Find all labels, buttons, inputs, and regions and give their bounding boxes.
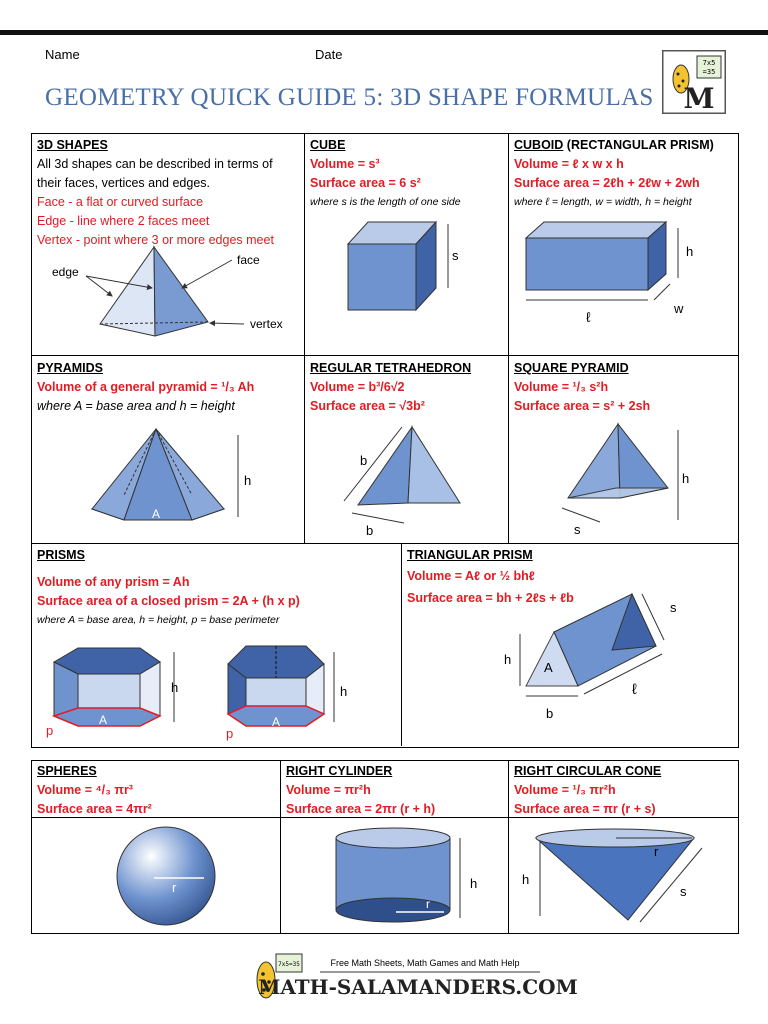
cylinder-area: Surface area = 2πr (r + h) (286, 802, 436, 816)
cube-note: where s is the length of one side (310, 196, 461, 208)
tetra-label-b1: b (360, 453, 368, 468)
cell-spheres (37, 762, 277, 819)
tetrahedron-diagram (340, 425, 470, 537)
cuboid-label-w: w (674, 301, 684, 316)
sqpyr-label-h: h (682, 471, 690, 486)
cylinder-label-h: h (470, 876, 478, 891)
heading-triangular-prism: TRIANGULAR PRISM (407, 548, 533, 562)
heading-cube: CUBE (310, 138, 346, 152)
page-title: GEOMETRY QUICK GUIDE 5: 3D SHAPE FORMULAS (45, 84, 654, 111)
footer-card: 7x5=35 (278, 961, 300, 968)
prism2-label-h: h (340, 684, 348, 699)
triprism-label-l: ℓ (632, 681, 637, 698)
cuboid-volume: Volume = ℓ x w x h (514, 157, 624, 171)
date-label: Date (315, 47, 343, 62)
cuboid-label-l: ℓ (586, 309, 591, 325)
prism2-label-a: A (272, 715, 281, 729)
cylinder-label-r: r (426, 897, 430, 911)
face-definition: Face - a flat or curved surface (37, 195, 204, 209)
heading-cone: RIGHT CIRCULAR CONE (514, 764, 662, 778)
cone-label-h: h (522, 872, 530, 887)
sphere-area: Surface area = 4πr² (37, 802, 152, 816)
hexagonal-prism-diagram-2 (222, 640, 372, 740)
heading-cuboid: CUBOID (514, 138, 564, 152)
sphere-diagram (108, 826, 218, 926)
cell-cone (514, 762, 734, 819)
cell-3d-shapes (37, 136, 299, 250)
sqpyr-area: Surface area = s² + 2sh (514, 399, 651, 413)
pyramid-diagram (40, 240, 302, 352)
footer-logo (250, 950, 578, 1010)
label-face: face (237, 253, 260, 267)
pyramid-volume: Volume of a general pyramid = ¹/₃ Ah (37, 380, 255, 394)
cuboid-note: where ℓ = length, w = width, h = height (514, 196, 692, 208)
prisms-volume: Volume of any prism = Ah (37, 575, 190, 589)
cube-label-s: s (452, 248, 459, 263)
cone-label-r: r (654, 844, 659, 859)
hexagonal-prism-diagram-1 (44, 640, 194, 740)
heading-3d-shapes: 3D SHAPES (37, 138, 108, 152)
heading-cuboid-rest: (RECTANGULAR PRISM) (563, 138, 714, 152)
square-pyramid-diagram (560, 420, 700, 540)
cell-tetrahedron (310, 359, 504, 416)
cube-area: Surface area = 6 s² (310, 176, 421, 190)
logo-initials: M (683, 82, 715, 115)
heading-pyramids: PYRAMIDS (37, 361, 103, 375)
sphere-volume: Volume = ⁴/₃ πr³ (37, 783, 133, 797)
triprism-label-h: h (504, 652, 512, 667)
cone-diagram (516, 826, 716, 926)
pyramid-label-h: h (244, 473, 252, 488)
pyramid-label-a: A (152, 507, 161, 521)
heading-prisms: PRISMS (37, 548, 85, 562)
heading-spheres: SPHERES (37, 764, 97, 778)
name-label: Name (45, 47, 80, 62)
triprism-label-b: b (546, 706, 554, 721)
cell-cube (310, 136, 504, 212)
heading-tetrahedron: REGULAR TETRAHEDRON (310, 361, 472, 375)
cone-volume: Volume = ¹/₃ πr²h (514, 783, 616, 797)
cell-square-pyramid (514, 359, 734, 416)
prisms-area: Surface area of a closed prism = 2A + (h x p) (37, 594, 300, 608)
footer-site: MATH-SALAMANDERS.COM (258, 975, 578, 999)
logo-card-line1: 7x5 (702, 59, 716, 67)
salamander-logo (662, 50, 726, 114)
cube-volume: Volume = s³ (310, 157, 380, 171)
tetra-label-b2: b (366, 523, 374, 538)
cone-area: Surface area = πr (r + s) (514, 802, 656, 816)
cylinder-diagram (332, 826, 492, 926)
label-vertex: vertex (250, 317, 283, 331)
cell-cuboid (514, 136, 734, 212)
triprism-label-s: s (670, 600, 677, 615)
triangular-prism-diagram (496, 590, 696, 725)
cuboid-diagram (520, 218, 730, 328)
sqpyr-label-s: s (574, 522, 581, 537)
top-rule (0, 30, 768, 35)
tetra-volume: Volume = b³/6√2 (310, 380, 405, 394)
edge-definition: Edge - line where 2 faces meet (37, 214, 210, 228)
cuboid-area: Surface area = 2ℓh + 2ℓw + 2wh (514, 176, 700, 190)
prism1-label-h: h (171, 680, 179, 695)
triprism-label-a: A (544, 660, 553, 675)
vertex-definition: Vertex - point where 3 or more edges meet (37, 233, 274, 247)
cube-diagram (340, 218, 470, 318)
cell-prisms (37, 546, 397, 630)
prism1-label-a: A (99, 713, 108, 727)
cone-label-s: s (680, 884, 687, 899)
cell-pyramids (37, 359, 299, 416)
prism1-label-p: p (46, 723, 54, 738)
triprism-area: Surface area = bh + 2ℓs + ℓb (407, 591, 574, 605)
triprism-volume: Volume = Aℓ or ½ bhℓ (407, 569, 535, 583)
prism2-label-p: p (226, 726, 234, 741)
sqpyr-volume: Volume = ¹/₃ s²h (514, 380, 609, 394)
tetra-area: Surface area = √3b² (310, 399, 425, 413)
logo-card-line2: =35 (702, 68, 716, 76)
label-edge: edge (52, 265, 79, 279)
general-pyramid-diagram (88, 425, 258, 525)
prisms-note: where A = base area, h = height, p = base perimeter (37, 614, 280, 626)
pyramid-note: where A = base area and h = height (37, 399, 235, 413)
cylinder-volume: Volume = πr²h (286, 783, 371, 797)
heading-cylinder: RIGHT CYLINDER (286, 764, 393, 778)
shapes-description: All 3d shapes can be described in terms of their faces, vertices and edges. (37, 157, 273, 190)
footer-tagline: Free Math Sheets, Math Games and Math Help (330, 958, 520, 968)
cell-cylinder (286, 762, 506, 819)
heading-square-pyramid: SQUARE PYRAMID (514, 361, 629, 375)
sphere-label-r: r (172, 880, 177, 895)
cuboid-label-h: h (686, 244, 694, 259)
